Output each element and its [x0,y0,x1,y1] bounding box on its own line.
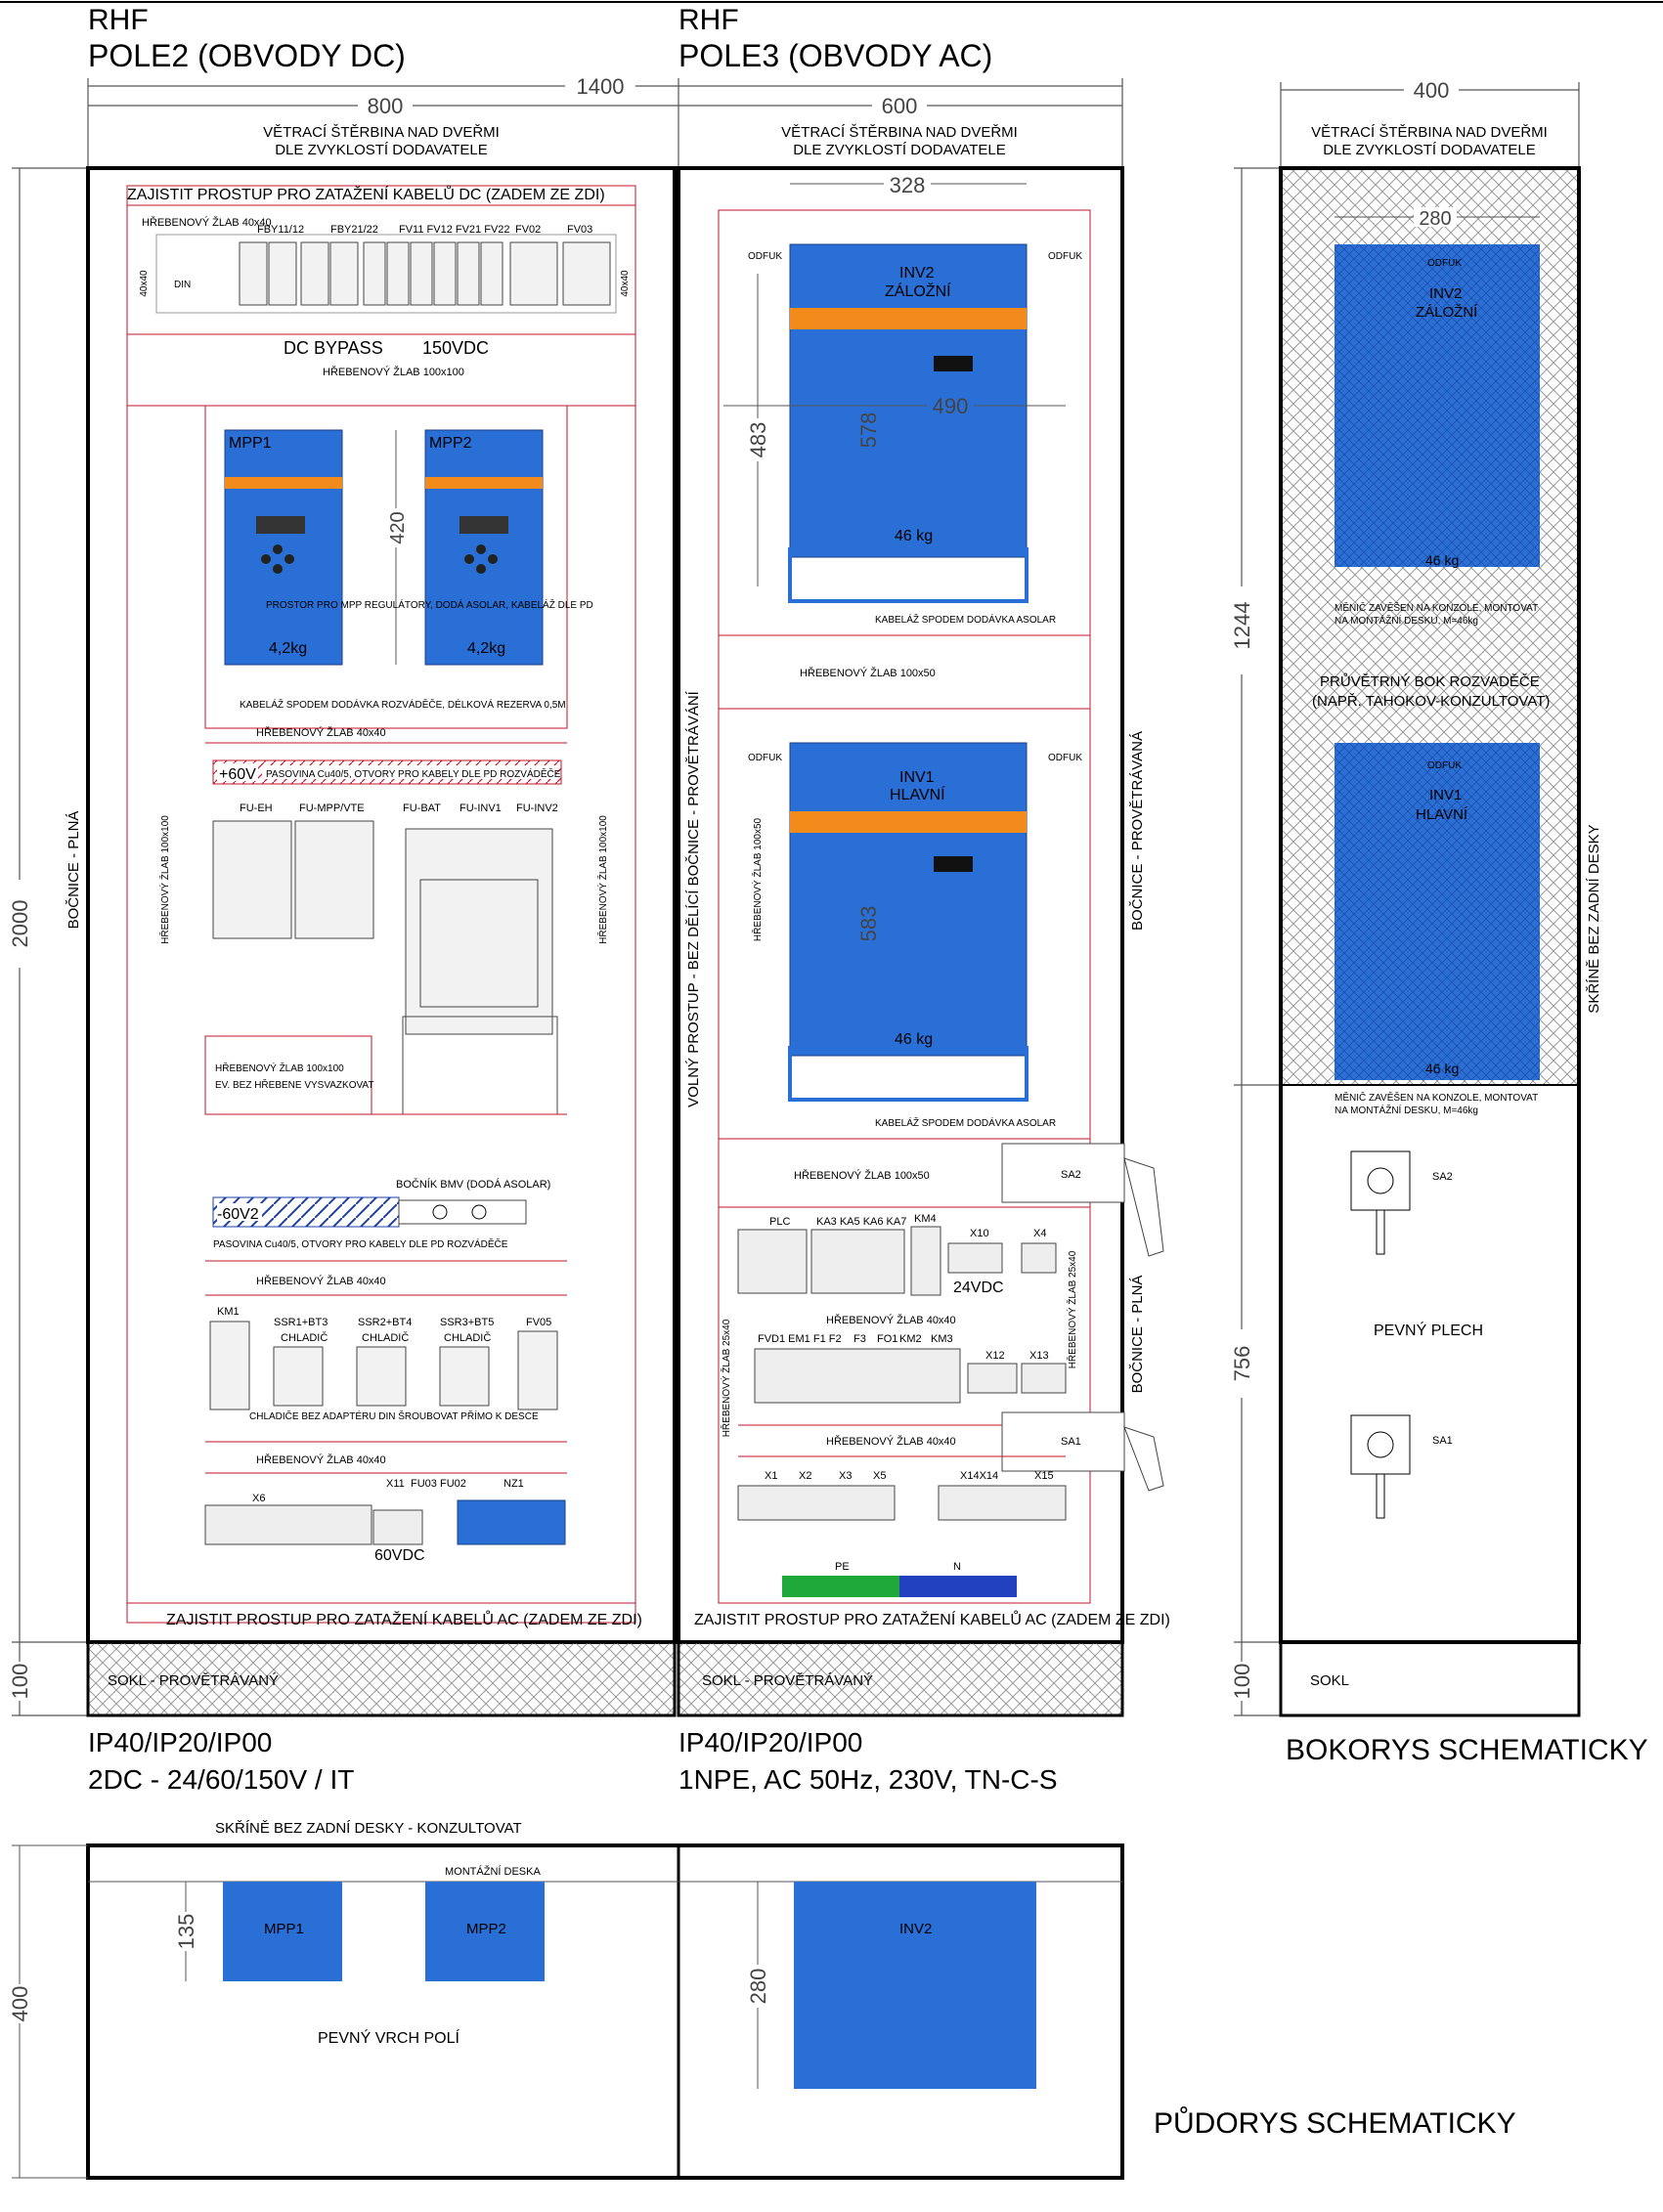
plc-row [738,1227,1056,1295]
side-plech: PEVNÝ PLECH [1374,1323,1484,1339]
ssr1: SSR1+BT3 [274,1317,328,1328]
x4: X4 [1033,1228,1047,1239]
dim-400-plan: 400 [8,1985,32,2022]
dim-578: 578 [856,412,881,449]
side-bok2: (NAPŘ. TAHOKOV-KONZULTOVAT) [1312,693,1551,710]
dc-breakers [240,242,610,305]
pole2-cabinet [88,168,675,1715]
pole3-vent-1: VĚTRACÍ ŠTĚRBINA NAD DVEŘMI [781,124,1018,141]
pole3-side25l: HŘEBENOVÝ ŽLAB 25x40 [722,1319,732,1438]
chl-note: CHLADIČE BEZ ADAPTÉRU DIN ŠROUBOVAT PŘÍMO K DESCE [249,1411,539,1422]
mpp1-device [225,430,342,665]
pole2-150vdc: 150VDC [422,338,490,358]
pole2-spec: 2DC - 24/60/150V / IT [88,1764,355,1795]
pole2-rail100: HŘEBENOVÝ ŽLAB 100x100 [323,367,464,378]
inv2-weight: 46 kg [895,528,934,544]
plan-mpp1: MPP1 [264,1921,304,1937]
side-bok1: PRŮVĚTRNÝ BOK ROZVADĚČE [1320,673,1540,690]
ssr3: SSR3+BT5 [440,1317,495,1328]
side-sokl: SOKL [1310,1672,1350,1689]
pole2-fv02: FV02 [515,224,542,236]
dim-280-plan: 280 [746,1968,770,2005]
plus60v: +60V [219,766,256,783]
x13: X13 [1029,1350,1049,1362]
dim-1400: 1400 [576,74,625,99]
pole2-vent-2: DLE ZVYKLOSTÍ DODAVATELE [275,142,488,158]
side-sa2: SA2 [1432,1171,1453,1183]
n-bar: N [953,1561,961,1573]
pole2-side40r: 40x40 [620,270,631,297]
inv2-label-b: ZÁLOŽNÍ [885,283,951,300]
side-inv2b: ZÁLOŽNÍ [1416,304,1478,321]
dim-483: 483 [746,421,770,458]
dim-100-side: 100 [1230,1663,1254,1700]
side-odfuk-bottom: ODFUK [1427,760,1462,771]
inv2-odfuk-r: ODFUK [1048,251,1082,262]
fv05: FV05 [526,1317,552,1328]
pole2-side40l: 40x40 [139,270,150,297]
plan-top: SKŘÍNĚ BEZ ZADNÍ DESKY - KONZULTOVAT [215,1820,522,1837]
f3: F3 [853,1333,866,1345]
pole2-rhf: RHF [88,4,149,36]
pole2-fby2: FBY21/22 [330,224,378,236]
x5: X5 [873,1470,887,1482]
pole3-side-full: BOČNICE - PLNÁ [1129,1275,1146,1394]
pole2-fv11: FV11 FV12 FV21 FV22 [399,224,510,236]
pole3-rail100x50b: HŘEBENOVÝ ŽLAB 100x50 [794,1170,930,1182]
pole2-fby1: FBY11/12 [257,224,305,236]
pole3-bottom-note: ZAJISTIT PROSTUP PRO ZATAŽENÍ KABELŮ AC (ZADEM ZE ZDI) [694,1612,1170,1628]
plan-view [12,1845,1122,2178]
fu-inv1: FU-INV1 [460,802,502,814]
pole2-ip: IP40/IP20/IP00 [88,1727,273,1757]
pole2-sokl: SOKL - PROVĚTRÁVANÝ [108,1672,280,1689]
inv1-label: INV1 [899,769,935,786]
x11: X11 [386,1478,405,1490]
pole3-rhf: RHF [678,4,739,36]
mpp-space-note: PROSTOR PRO MPP REGULÁTORY, DODÁ ASOLAR, KABELÁŽ DLE PD [266,600,593,611]
x2: X2 [799,1470,812,1482]
minus60v: -60V2 [217,1206,259,1223]
side-vent-2: DLE ZVYKLOSTÍ DODAVATELE [1323,142,1536,158]
pole2-side100r: HŘEBENOVÝ ŽLAB 100x100 [598,815,609,944]
side-title: BOKORYS SCHEMATICKY [1286,1734,1648,1766]
sa2-label: SA2 [1061,1169,1081,1181]
pe-bar: PE [835,1561,850,1573]
plan-mpp2: MPP2 [466,1921,506,1937]
mpp2-weight: 4,2kg [467,640,506,657]
side-vent-1: VĚTRACÍ ŠTĚRBINA NAD DVEŘMI [1311,124,1548,141]
side-note1: MĚNIČ ZAVĚŠEN NA KONZOLE, MONTOVAT [1335,603,1539,614]
dim-100: 100 [8,1663,32,1700]
pole3-rail100x50: HŘEBENOVÝ ŽLAB 100x50 [800,668,936,679]
nz1: NZ1 [503,1478,524,1490]
fu02: FU02 [440,1478,466,1490]
pole3-rail40b: HŘEBENOVÝ ŽLAB 40x40 [826,1436,956,1448]
km1: KM1 [217,1306,240,1318]
pole2-nocomb: EV. BEZ HŘEBENE VYSVAZKOVAT [215,1080,374,1091]
dim-756: 756 [1230,1345,1254,1382]
pole2-vent-1: VĚTRACÍ ŠTĚRBINA NAD DVEŘMI [263,124,500,141]
pole2-rail100b: HŘEBENOVÝ ŽLAB 100x100 [215,1063,344,1074]
pole3-side-ventilated: BOČNICE - PROVĚTRÁVANÁ [1129,731,1146,931]
pole3-spec: 1NPE, AC 50Hz, 230V, TN-C-S [678,1764,1058,1795]
pole3-free: VOLNÝ PROSTUP - BEZ DĚLÍCÍ BOČNICE - PROVĚTRÁVÁNÍ [685,691,702,1107]
pole3-title: POLE3 (OBVODY AC) [678,38,993,73]
side-view [1281,168,1579,1715]
side-inv1: INV1 [1429,787,1463,803]
pole2-rail40b: HŘEBENOVÝ ŽLAB 40x40 [256,1276,386,1287]
inv1-cabling: KABELÁŽ SPODEM DODÁVKA ASOLAR [875,1118,1057,1129]
side-odfuk-top: ODFUK [1427,258,1462,269]
side-sa2-switch [1351,1151,1410,1254]
pole3-rail40a: HŘEBENOVÝ ŽLAB 40x40 [826,1315,956,1326]
side-note3: MĚNIČ ZAVĚŠEN NA KONZOLE, MONTOVAT [1335,1093,1539,1104]
side-inv2-kg: 46 kg [1425,552,1460,568]
fu-eh: FU-EH [240,802,273,814]
side-inv1-kg: 46 kg [1425,1061,1460,1076]
pole2-rail40a: HŘEBENOVÝ ŽLAB 40x40 [256,727,386,739]
dim-490: 490 [932,394,969,418]
v24: 24VDC [953,1279,1004,1296]
dim-420: 420 [387,511,409,544]
fu-mpp: FU-MPP/VTE [299,802,365,814]
plan-title: PŮDORYS SCHEMATICKY [1154,2107,1516,2140]
chl1: CHLADIČ [281,1332,328,1344]
dim-328: 328 [889,173,926,197]
inv1-odfuk-r: ODFUK [1048,753,1082,763]
x12: X12 [985,1350,1005,1362]
inv2-label: INV2 [899,265,935,282]
pole3-vent-2: DLE ZVYKLOSTÍ DODAVATELE [793,142,1006,158]
chl2: CHLADIČ [362,1332,410,1344]
pole2-cabling: KABELÁŽ SPODEM DODÁVKA ROZVÁDĚČE, DÉLKOVÁ REZERVA 0,5M [240,700,566,711]
x15: X15 [1034,1470,1054,1482]
pole2-side-label: BOČNICE - PLNÁ [66,810,82,930]
side-sa1-switch [1351,1415,1410,1518]
dim-400-side: 400 [1413,78,1450,103]
mpp1-weight: 4,2kg [269,640,308,657]
inv1-odfuk-l: ODFUK [748,753,782,763]
x6: X6 [252,1493,266,1504]
km3: KM3 [931,1333,953,1345]
dim-800: 800 [367,94,404,118]
mpp1-label: MPP1 [229,435,272,452]
pole2-fv03: FV03 [567,224,593,236]
dim-1244: 1244 [1230,601,1254,650]
plc: PLC [769,1216,791,1228]
x10: X10 [970,1228,989,1239]
inv2-odfuk-l: ODFUK [748,251,782,262]
pasovina1: PASOVINA Cu40/5, OTVORY PRO KABELY DLE PD ROZVÁDĚČE [266,769,561,780]
mpp2-label: MPP2 [429,435,472,452]
km4: KM4 [914,1213,937,1225]
x1: X1 [765,1470,778,1482]
fu-bat: FU-BAT [403,802,441,814]
fo1: FO1 [877,1333,898,1345]
pole3-side100x50: HŘEBENOVÝ ŽLAB 100x50 [753,817,764,942]
x3: X3 [839,1470,853,1482]
dim-2000: 2000 [8,899,32,948]
ka-relays: KA3 KA5 KA6 KA7 [816,1216,907,1228]
pole3-ip: IP40/IP20/IP00 [678,1727,863,1757]
side-back: SKŘÍNĚ BEZ ZADNÍ DESKY [1586,824,1602,1014]
chl3: CHLADIČ [444,1332,492,1344]
plan-plate: MONTÁŽNÍ DESKA [445,1866,541,1878]
pole2-bypass: DC BYPASS [284,338,383,358]
dim-583: 583 [856,905,881,942]
x14: X14X14 [960,1470,999,1482]
inv2-cabling: KABELÁŽ SPODEM DODÁVKA ASOLAR [875,615,1057,626]
mpp2-device [425,430,543,665]
pole2-title: POLE2 (OBVODY DC) [88,38,406,73]
pole2-side100l: HŘEBENOVÝ ŽLAB 100x100 [160,815,171,944]
fu-inv2: FU-INV2 [516,802,558,814]
pole2-rail40c: HŘEBENOVÝ ŽLAB 40x40 [256,1454,386,1466]
plan-inv2: INV2 [899,1921,933,1937]
pole3-sokl: SOKL - PROVĚTRÁVANÝ [702,1672,874,1689]
sa1-label: SA1 [1061,1436,1081,1448]
side-note2: NA MONTÁŽNÍ DESKU, M=46kg [1335,616,1478,627]
inv1-weight: 46 kg [895,1031,934,1048]
bocnik: BOČNÍK BMV (DODÁ ASOLAR) [396,1179,551,1191]
fvd1: FVD1 EM1 F1 F2 [758,1333,842,1345]
dim-135: 135 [174,1913,198,1950]
inv1-label-b: HLAVNÍ [890,787,945,803]
pasovina2: PASOVINA Cu40/5, OTVORY PRO KABELY DLE PD ROZVÁDĚČE [213,1239,508,1250]
side-inv2: INV2 [1429,285,1463,302]
km2: KM2 [899,1333,922,1345]
dim-280-side: 280 [1419,208,1452,230]
pole2-top-note: ZAJISTIT PROSTUP PRO ZATAŽENÍ KABELŮ DC (ZADEM ZE ZDI) [127,187,605,203]
pole2-bottom-note: ZAJISTIT PROSTUP PRO ZATAŽENÍ KABELŮ AC (ZADEM ZE ZDI) [166,1612,642,1628]
side-inv1b: HLAVNÍ [1416,806,1468,823]
side-sa1: SA1 [1432,1435,1453,1447]
pole2-rail1: HŘEBENOVÝ ŽLAB 40x40 [142,217,272,229]
breaker-row [755,1349,1066,1403]
pole3-side25r: HŘEBENOVÝ ŽLAB 25x40 [1068,1250,1078,1369]
pole2-din: DIN [174,280,192,290]
plan-roof: PEVNÝ VRCH POLÍ [318,2030,460,2047]
v60: 60VDC [374,1547,425,1564]
dim-600: 600 [881,94,918,118]
side-note4: NA MONTÁŽNÍ DESKU, M=46kg [1335,1106,1478,1116]
fu03: FU03 [411,1478,437,1490]
ssr2: SSR2+BT4 [358,1317,413,1328]
